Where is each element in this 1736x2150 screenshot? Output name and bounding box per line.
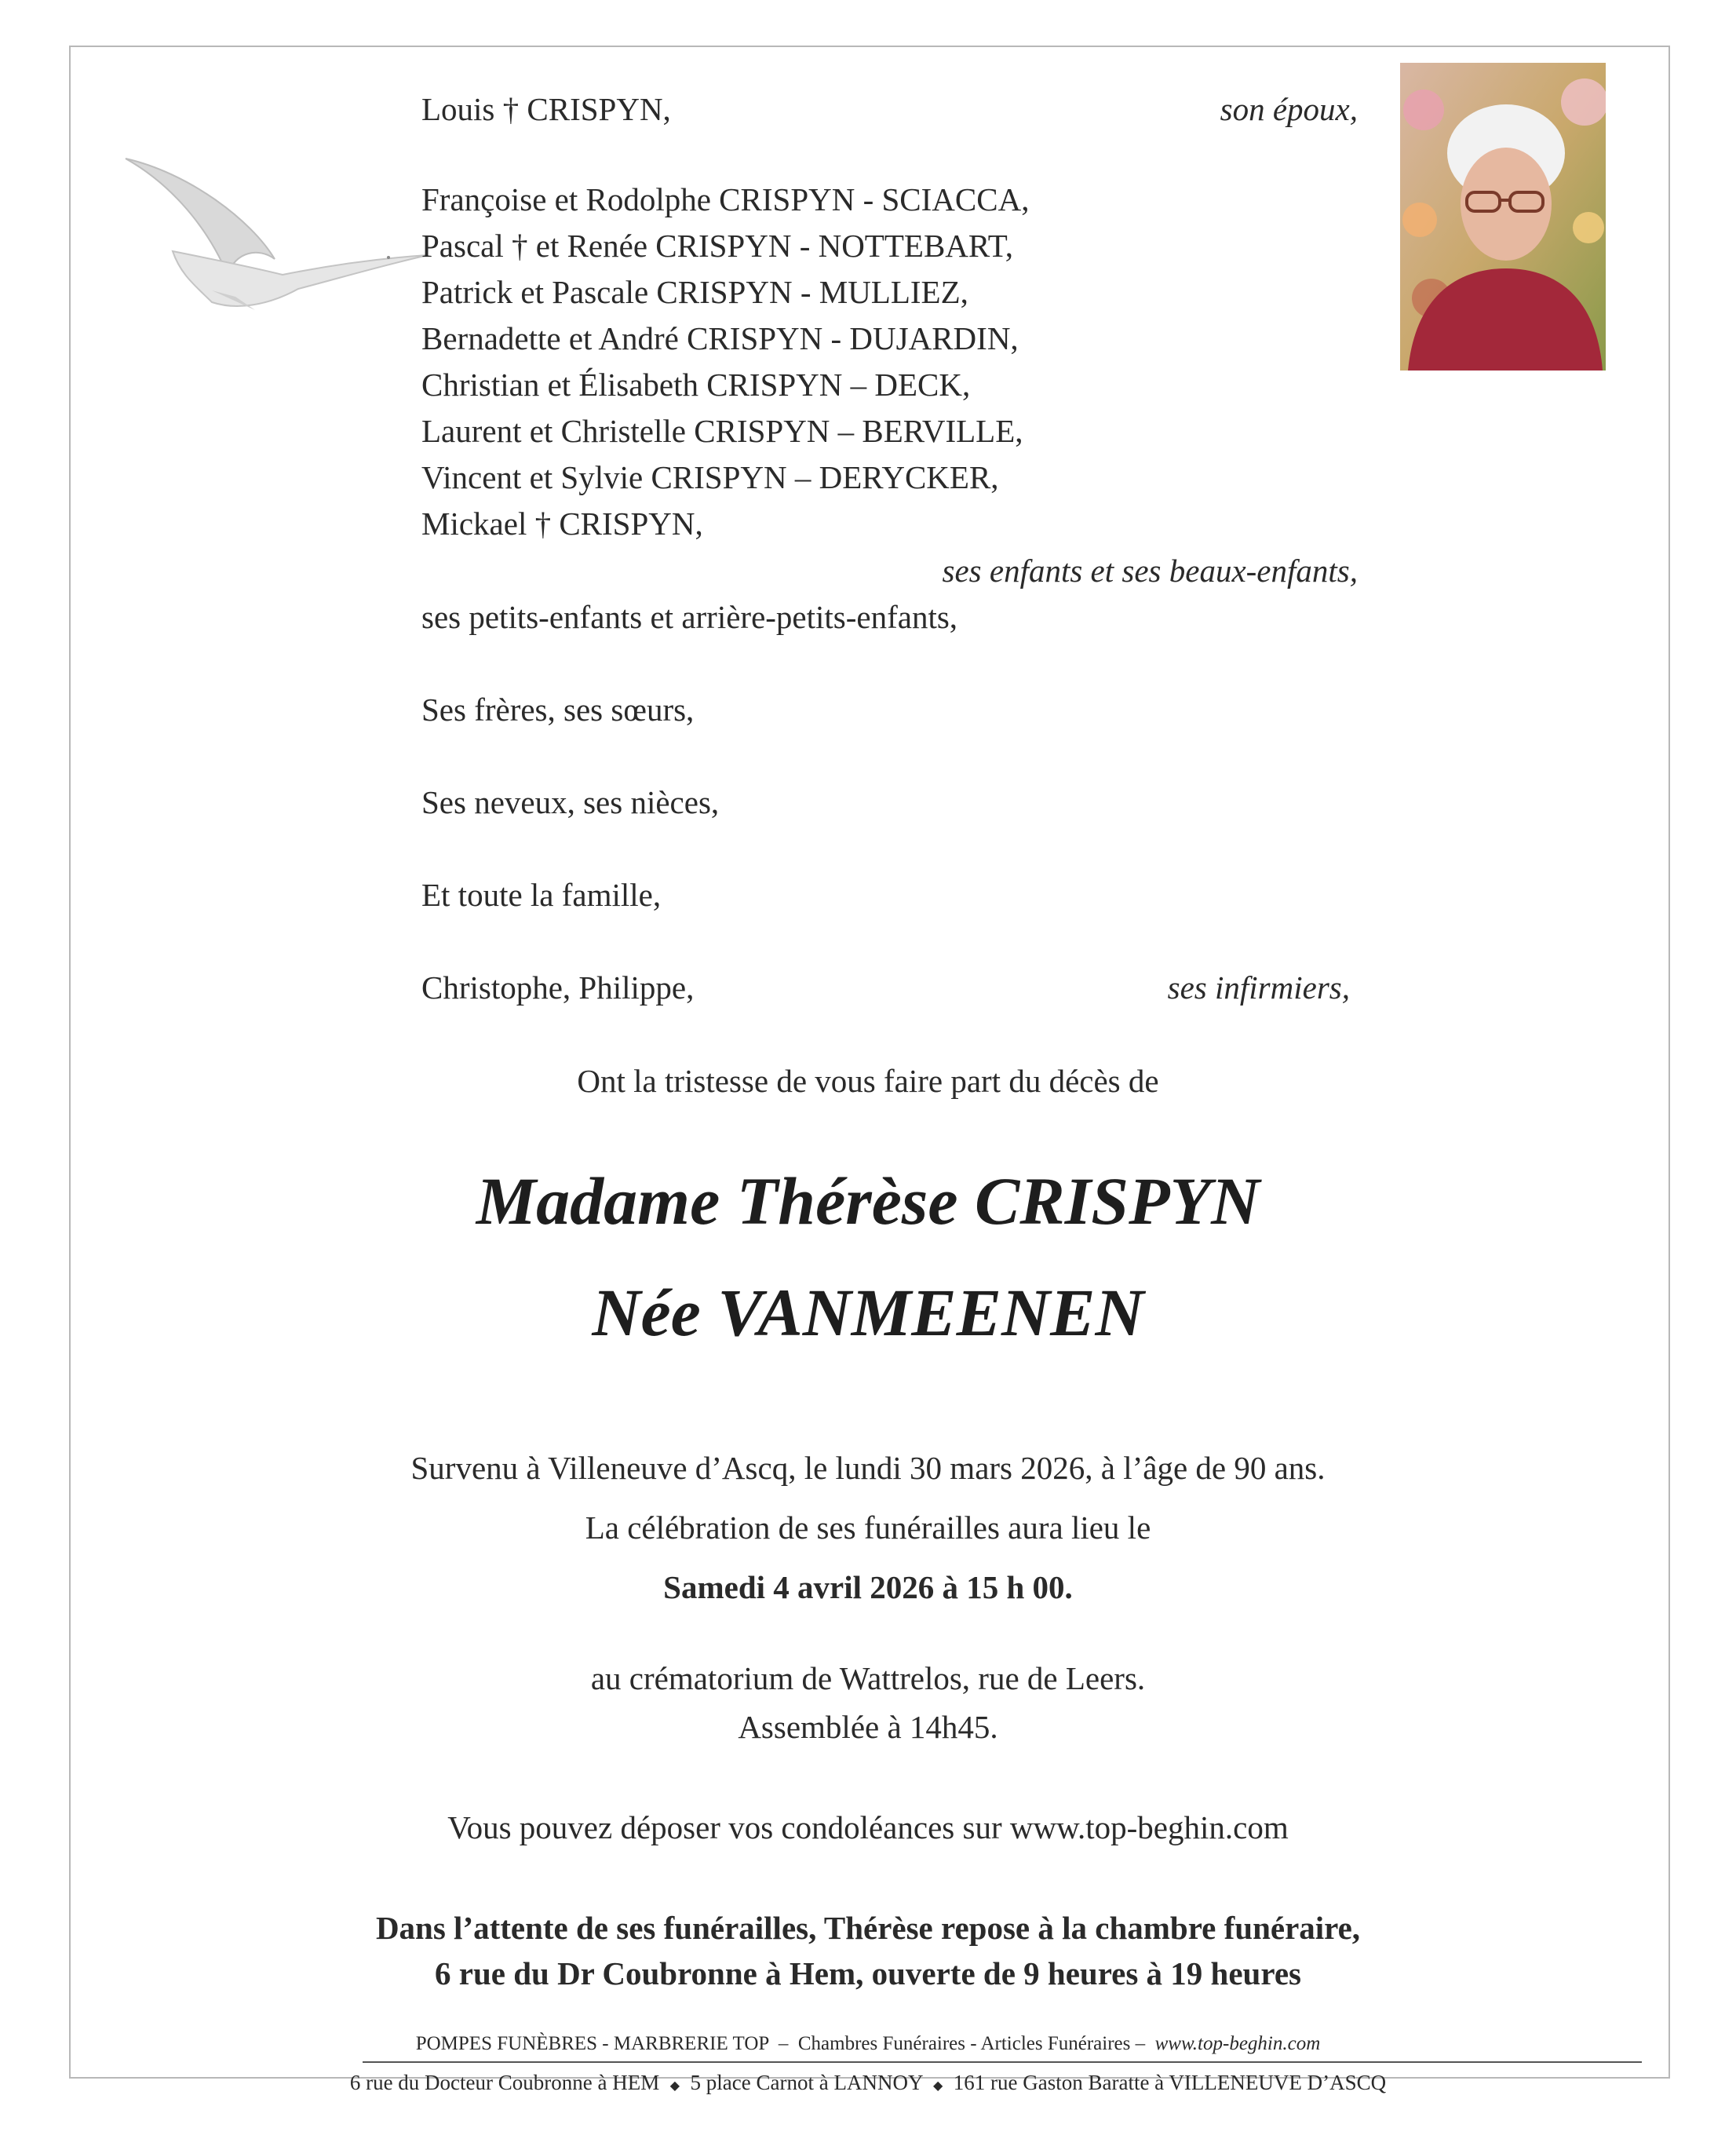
assembly-time: Assemblée à 14h45. [738,1709,998,1745]
child-5: Christian et Élisabeth CRISPYN – DECK, [421,367,971,403]
dove-icon [118,149,432,322]
footer-company: POMPES FUNÈBRES - MARBRERIE TOP [415,2033,769,2054]
footer-address-hem: 6 rue du Docteur Coubronne à HEM [349,2071,660,2094]
footer-address-line [0,2069,1736,2100]
child-4: Bernadette et André CRISPYN - DUJARDIN, [421,320,1019,356]
death-details: Survenu à Villeneuve d’Ascq, le lundi 30 mars 2026, à l’âge de 90 ans. [410,1450,1326,1486]
deceased-name: Madame Thérèse CRISPYN [476,1163,1260,1239]
child-2: Pascal † et Renée CRISPYN - NOTTEBART, [421,228,1014,264]
whole-family: Et toute la famille, [421,877,662,913]
footer-website: www.top-beghin.com [1154,2033,1321,2054]
ceremony-date: Samedi 4 avril 2026 à 15 h 00. [663,1569,1073,1605]
grandchildren: ses petits-enfants et arrière-petits-enfants, [421,599,958,635]
portrait-photo [1400,63,1606,371]
nephews: Ses neveux, ses nièces, [421,784,720,820]
child-1: Françoise et Rodolphe CRISPYN - SCIACCA, [421,181,1030,217]
child-3: Patrick et Pascale CRISPYN - MULLIEZ, [421,274,968,310]
rest-line-1: Dans l’attente de ses funérailles, Thérèse repose à la chambre funéraire, [375,1910,1361,1946]
child-6: Laurent et Christelle CRISPYN – BERVILLE, [421,413,1023,449]
condolences-note: Vous pouvez déposer vos condoléances sur www.top-beghin.com [447,1809,1289,1845]
children-relation: ses enfants et ses beaux-enfants, [942,553,1358,589]
footer-company-line [0,2031,1736,2057]
rest-line-2: 6 rue du Dr Coubronne à Hem, ouverte de 9 heures à 19 heures [435,1955,1301,1991]
announcement-intro: Ont la tristesse de vous faire part du décès de [577,1063,1159,1099]
nurses-names: Christophe, Philippe, [421,969,695,1006]
child-8: Mickael † CRISPYN, [421,506,703,542]
ceremony-intro: La célébration de ses funérailles aura lieu le [585,1509,1151,1546]
nurses-relation: ses infirmiers, [1167,969,1350,1006]
spouse-name: Louis † CRISPYN, [421,91,671,127]
footer-address-lannoy: 5 place Carnot à LANNOY [690,2071,923,2094]
footer-services: Chambres Funéraires - Articles Funéraires – [797,2033,1146,2054]
spouse-relation: son époux, [1220,91,1358,127]
maiden-name: Née VANMEENEN [592,1275,1144,1350]
footer-separator-1: ◆ [669,2079,680,2093]
ceremony-location: au crématorium de Wattrelos, rue de Leers. [590,1660,1146,1696]
footer-dash: – [778,2033,789,2054]
siblings: Ses frères, ses sœurs, [421,692,695,728]
footer-separator-2: ◆ [932,2079,943,2093]
footer-address-villeneuve: 161 rue Gaston Baratte à VILLENEUVE D’ASCQ [953,2071,1387,2094]
footer-divider [363,2061,1642,2063]
child-7: Vincent et Sylvie CRISPYN – DERYCKER, [421,459,999,495]
